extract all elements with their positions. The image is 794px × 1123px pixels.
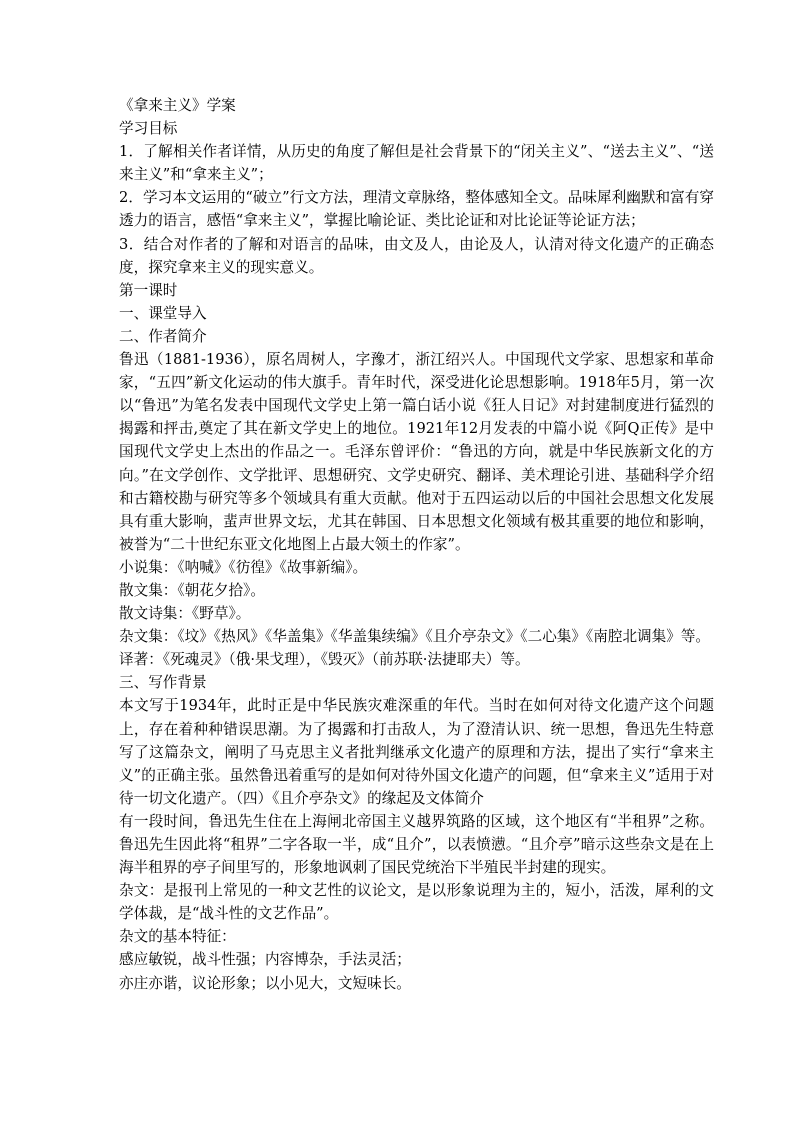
qiejieting-paragraph: 有一段时间，鲁迅先生住在上海闸北帝国主义越界筑路的区域，这个地区有“半租界”之称。鲁迅先生因此将“租界”二字各取一半，成“且介”，以表愤懑。“且介亭”暗示这些杂文是在上海半租界的亭子间里写的，形象地讽刺了国民党统治下半殖民半封建的现实。 [119, 812, 714, 877]
novels-line: 小说集：《呐喊》《彷徨》《故事新编》。 [119, 558, 368, 576]
section-heading-intro: 一、课堂导入 [119, 304, 207, 322]
zawen-definition-paragraph: 杂文：是报刊上常见的一种文艺性的议论文，是以形象说理为主的，短小，活泼，犀利的文学体裁，是“战斗性的文艺作品”。 [119, 882, 714, 923]
lesson-heading: 第一课时 [119, 281, 178, 299]
feature-line-1: 感应敏锐，战斗性强；内容博杂，手法灵活； [119, 951, 411, 969]
translations-line: 译著：《死魂灵》（俄·果戈理），《毁灭》（前苏联·法捷耶夫）等。 [119, 651, 530, 669]
background-paragraph: 本文写于1934年，此时正是中华民族灾难深重的年代。当时在如何对待文化遗产这个问题上，存在着种种错误思潮。为了揭露和打击敌人，为了澄清认识、统一思想，鲁迅先生特意写了这篇杂文，阐明了马克思主义者批判继承文化遗产的原理和方法，提出了实行“拿来主义”的正确主张。虽然鲁迅着重写的是如何对待外国文化遗产的问题，但“拿来主义”适用于对待一切文化遗产。（四）《且介亭杂文》的缘起及文体简介 [119, 697, 714, 807]
prose-poems-line: 散文诗集：《野草》。 [119, 605, 251, 623]
objective-1: 1．了解相关作者详情，从历史的角度了解但是社会背景下的“闭关主义”、“送去主义”、“送来主义”和“拿来主义”； [119, 143, 714, 184]
section-heading-author: 二、作者简介 [119, 327, 207, 345]
zawen-collections-line: 杂文集：《坟》《热风》《华盖集》《华盖集续编》《且介亭杂文》《二心集》《南腔北调集》等。 [119, 628, 711, 646]
feature-line-2: 亦庄亦谐，议论形象；以小见大，文短味长。 [119, 974, 411, 992]
features-heading: 杂文的基本特征： [119, 928, 236, 946]
section-heading-background: 三、写作背景 [119, 674, 207, 692]
author-bio-paragraph: 鲁迅（1881-1936），原名周树人，字豫才，浙江绍兴人。中国现代文学家、思想家和革命家，“五四”新文化运动的伟大旗手。青年时代，深受进化论思想影响。1918年5月，第一次以“鲁迅”为笔名发表中国现代文学史上第一篇白话小说《狂人日记》对封建制度进行猛烈的揭露和抨击,奠定了其在新文学史上的地位。1921年12月发表的中篇小说《阿Q正传》是中国现代文学史上杰出的作品之一。毛泽东曾评价：“鲁迅的方向，就是中华民族新文化的方向。”在文学创作、文学批评、思想研究、文学史研究、翻译、美术理论引进、基础科学介绍和古籍校勘与研究等多个领域具有重大贡献。他对于五四运动以后的中国社会思想文化发展具有重大影响，蜚声世界文坛，尤其在韩国、日本思想文化领域有极其重要的地位和影响，被誉为“二十世纪东亚文化地图上占最大领土的作家”。 [119, 351, 714, 553]
essays-line: 散文集：《朝花夕拾》。 [119, 581, 265, 599]
objectives-heading: 学习目标 [119, 120, 178, 138]
objective-2: 2．学习本文运用的“破立”行文方法，理清文章脉络，整体感知全文。品味犀利幽默和富有穿透力的语言，感悟“拿来主义”，掌握比喻论证、类比论证和对比论证等论证方法； [119, 189, 714, 230]
objective-3: 3．结合对作者的了解和对语言的品味，由文及人，由论及人，认清对待文化遗产的正确态度，探究拿来主义的现实意义。 [119, 235, 714, 276]
document-title: 《拿来主义》学案 [119, 97, 236, 114]
